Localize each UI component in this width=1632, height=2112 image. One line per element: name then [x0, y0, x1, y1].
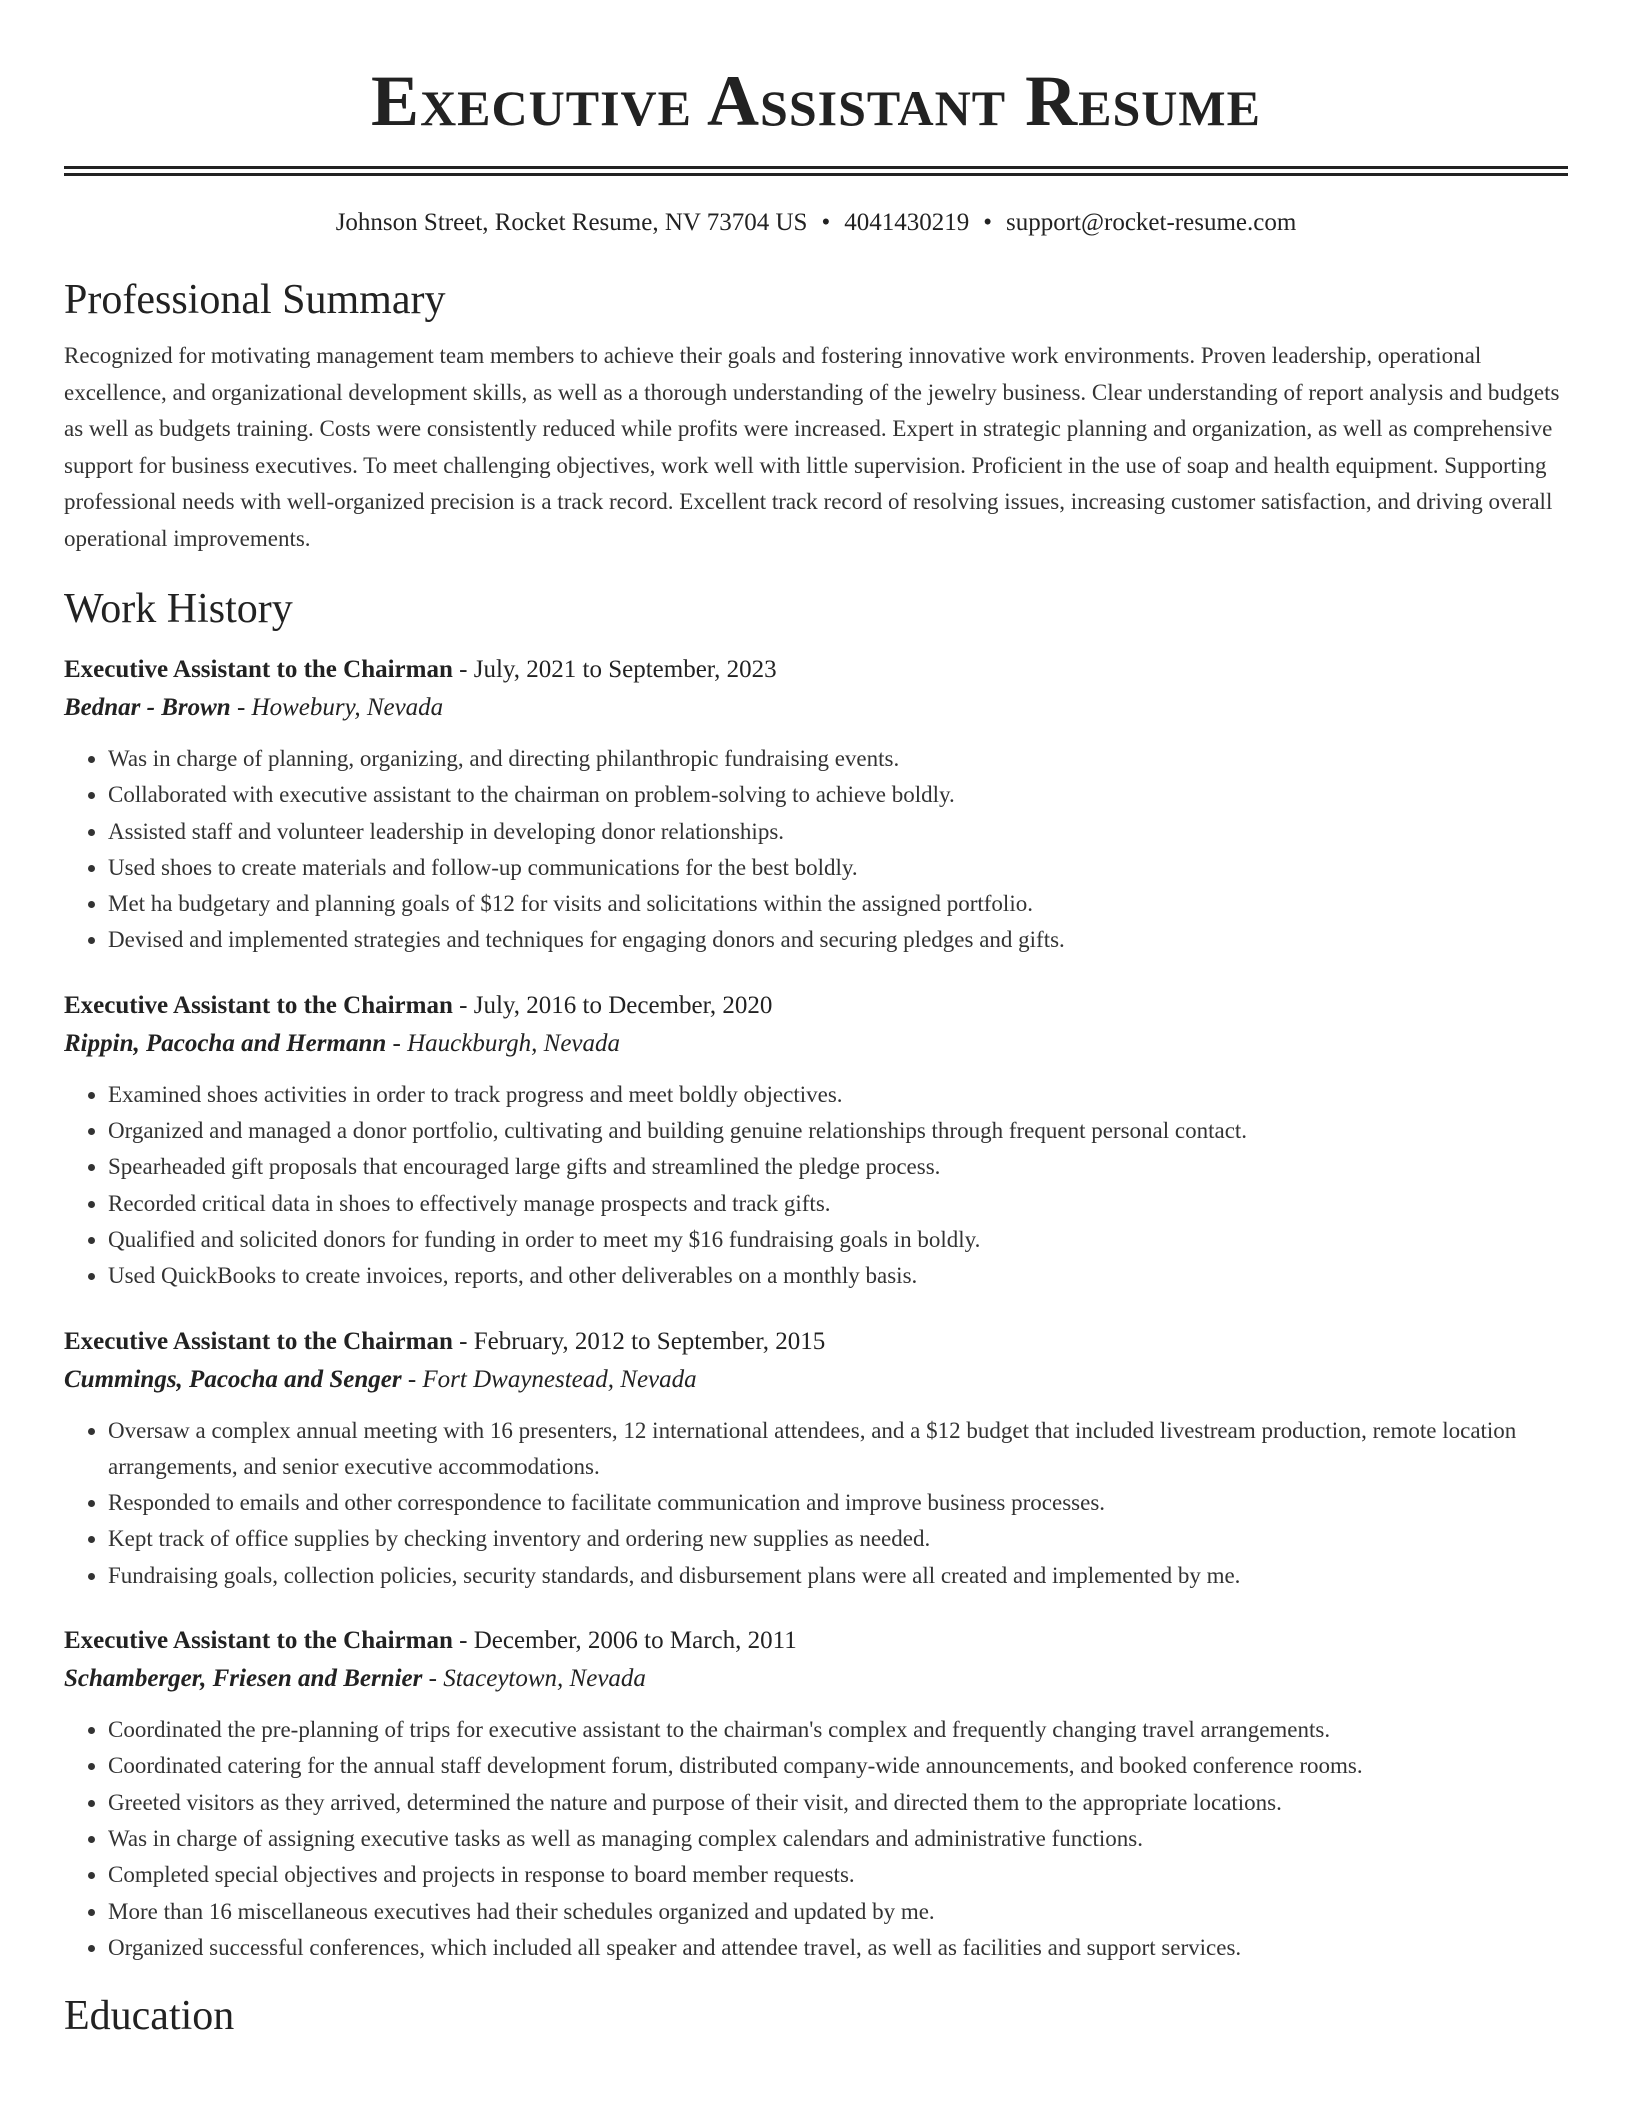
job-title: Executive Assistant to the Chairman: [64, 1327, 453, 1355]
job-bullet: • Met ha budgetary and planning goals of $12 for visits and solicitations within the assigned portfolio.: [108, 886, 1568, 922]
job-bullet-list: [64, 1077, 1568, 1295]
job-bullet: • Organized and managed a donor portfolio, cultivating and building genuine relationships through frequent personal contact.: [108, 1113, 1568, 1149]
job-bullet: • Was in charge of planning, organizing, and directing philanthropic fundraising events.: [108, 741, 1568, 777]
contact-separator: •: [821, 209, 831, 236]
job-bullet-list: [64, 741, 1568, 959]
job-title: Executive Assistant to the Chairman: [64, 1627, 453, 1655]
contact-line: [64, 206, 1568, 240]
job-bullet: • Greeted visitors as they arrived, determined the nature and purpose of their visit, and directed them to the appropriate locations.: [108, 1785, 1568, 1821]
job-bullet: • Completed special objectives and projects in response to board member requests.: [108, 1857, 1568, 1893]
company-line: [64, 1660, 1568, 1698]
company-name: Rippin, Pacocha and Hermann: [64, 1029, 387, 1057]
job-bullet-list: [64, 1413, 1568, 1594]
resume-title: Executive Assistant Resume: [371, 61, 1261, 141]
job-dates: - December, 2006 to March, 2011: [452, 1627, 797, 1655]
job-title-line: [64, 1323, 1568, 1361]
work-history-heading: Work History: [64, 586, 293, 632]
job-title: Executive Assistant to the Chairman: [64, 991, 453, 1019]
company-name: Cummings, Pacocha and Senger: [64, 1365, 402, 1393]
job-title-line: [64, 1622, 1568, 1660]
job-title-line: [64, 987, 1568, 1025]
job-bullet: • Devised and implemented strategies and techniques for engaging donors and securing pledges and gifts.: [108, 922, 1568, 958]
contact-separator: •: [983, 209, 992, 236]
job-bullet: • Kept track of office supplies by checking inventory and ordering new supplies as needed.: [108, 1521, 1568, 1557]
job-bullet: • Responded to emails and other correspondence to facilitate communication and improve business processes.: [108, 1485, 1568, 1521]
job-dates: - February, 2012 to September, 2015: [452, 1327, 826, 1355]
job-bullet: • Coordinated the pre-planning of trips for executive assistant to the chairman's complex and frequently changing travel arrangements.: [108, 1712, 1568, 1748]
job-bullet: • Assisted staff and volunteer leadership in developing donor relationships.: [108, 814, 1568, 850]
company-location: - Hauckburgh, Nevada: [386, 1029, 621, 1057]
job-bullet: • Used QuickBooks to create invoices, reports, and other deliverables on a monthly basis.: [108, 1258, 1568, 1294]
company-name: Schamberger, Friesen and Bernier: [64, 1665, 423, 1693]
job-bullet: • Used shoes to create materials and follow-up communications for the best boldly.: [108, 850, 1568, 886]
company-location: - Fort Dwaynestead, Nevada: [401, 1365, 697, 1393]
job-bullet: • Fundraising goals, collection policies, security standards, and disbursement plans were all created and implemented by me.: [108, 1558, 1568, 1594]
job-entry: [64, 651, 1568, 959]
company-line: [64, 1025, 1568, 1063]
job-bullet: • Was in charge of assigning executive tasks as well as managing complex calendars and administrative functions.: [108, 1821, 1568, 1857]
job-bullet: • More than 16 miscellaneous executives had their schedules organized and updated by me.: [108, 1894, 1568, 1930]
job-entry: [64, 987, 1568, 1295]
job-bullet: • Coordinated catering for the annual staff development forum, distributed company-wide announcements, and booked conference rooms.: [108, 1748, 1568, 1784]
contact-email: support@rocket-resume.com: [1005, 209, 1297, 236]
title-double-rule: [64, 166, 1568, 176]
company-location: - Howebury, Nevada: [230, 694, 444, 721]
job-bullet: • Qualified and solicited donors for funding in order to meet my $16 fundraising goals in boldly.: [108, 1222, 1568, 1258]
company-name: Bednar - Brown: [64, 694, 231, 721]
job-bullet-list: [64, 1712, 1568, 1966]
job-dates: - July, 2016 to December, 2020: [452, 991, 773, 1019]
job-bullet: • Recorded critical data in shoes to effectively manage prospects and track gifts.: [108, 1186, 1568, 1222]
job-bullet: • Examined shoes activities in order to track progress and meet boldly objectives.: [108, 1077, 1568, 1113]
education-heading: Education: [64, 1993, 235, 2040]
contact-address: Johnson Street, Rocket Resume, NV 73704 US: [335, 209, 808, 236]
job-entry: [64, 1622, 1568, 1966]
job-bullet: • Collaborated with executive assistant to the chairman on problem-solving to achieve boldly.: [108, 777, 1568, 813]
company-line: [64, 689, 1568, 727]
job-bullet: • Spearheaded gift proposals that encouraged large gifts and streamlined the pledge process.: [108, 1149, 1568, 1185]
summary-text: Recognized for motivating management team members to achieve their goals and fostering innovative work environments. Proven leadership, operational excellence, and organizational development skills, as well as a thorough understanding of the jewelry business. Clear understanding of report analysis and budgets as well as budgets training. Costs were consistently reduced while profits were increased. Expert in strategic planning and organization, as well as comprehensive support for business executives. To meet challenging objectives, work well with little supervision. Proficient in the use of soap and health equipment. Supporting professional needs with well-organized precision is a track record. Excellent track record of resolving issues, increasing customer satisfaction, and driving overall operational improvements.: [64, 343, 1560, 551]
job-bullet: • Organized successful conferences, which included all speaker and attendee travel, as well as facilities and support services.: [108, 1930, 1568, 1966]
job-title: Executive Assistant to the Chairman: [64, 656, 453, 683]
job-entry: [64, 1323, 1568, 1594]
company-line: [64, 1361, 1568, 1399]
job-title-line: [64, 651, 1568, 689]
contact-phone: 4041430219: [844, 209, 970, 236]
job-bullet: • Oversaw a complex annual meeting with 16 presenters, 12 international attendees, and a $12 budget that included livestream production, remote location arrangements, and senior executive accommodations.: [108, 1413, 1568, 1486]
job-dates: - July, 2021 to September, 2023: [452, 656, 777, 683]
summary-heading: Professional Summary: [64, 277, 446, 323]
company-location: - Staceytown, Nevada: [422, 1665, 646, 1693]
